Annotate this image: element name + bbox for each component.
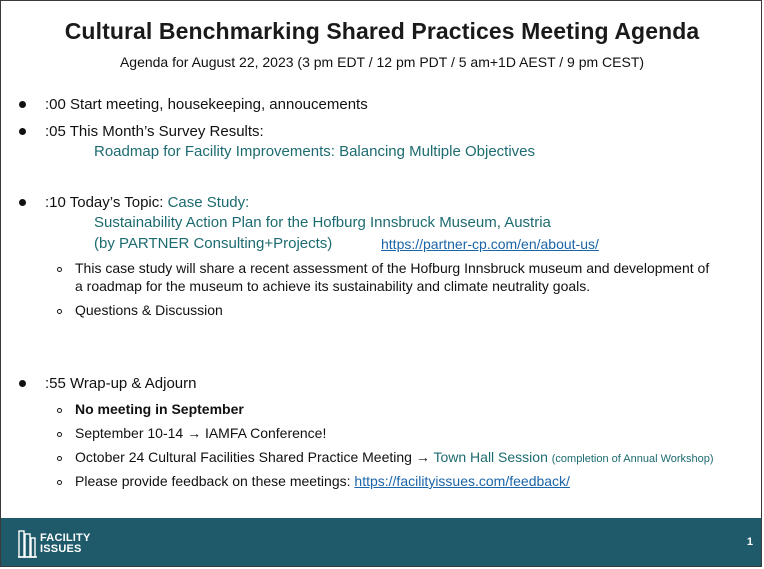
town-hall-session: Town Hall Session	[433, 449, 548, 465]
footer-bar	[1, 518, 762, 567]
survey-detail: Roadmap for Facility Improvements: Balancing Multiple Objectives	[94, 143, 536, 160]
sub-bullet	[57, 267, 62, 272]
topic-prefix: :10 Today’s Topic:	[45, 194, 168, 211]
building-icon	[18, 529, 38, 559]
feedback-line	[75, 473, 570, 489]
facility-issues-logo	[18, 529, 98, 559]
topic-presenter: (by PARTNER Consulting+Projects)	[94, 235, 333, 252]
partner-link[interactable]: https://partner-cp.com/en/about-us/	[381, 236, 599, 252]
page-title: Cultural Benchmarking Shared Practices Meeting Agenda	[64, 18, 700, 44]
logo-text	[40, 533, 91, 555]
agenda-item-survey: :05 This Month’s Survey Results:	[45, 123, 264, 140]
annual-workshop-note: (completion of Annual Workshop)	[551, 453, 714, 465]
september-conference: September 10-14 → IAMFA Conference!	[75, 425, 327, 441]
bullet-dot	[19, 380, 26, 387]
topic-case-study: Case Study:	[167, 194, 250, 211]
agenda-item-topic	[45, 194, 249, 211]
october-prefix: October 24 Cultural Facilities Shared Practice Meeting →	[75, 449, 434, 465]
logo-line2: ISSUES	[40, 543, 82, 555]
feedback-prefix: Please provide feedback on these meetings:	[75, 473, 355, 489]
page-number: 1	[746, 536, 753, 548]
agenda-item-start: :00 Start meeting, housekeeping, annoucements	[45, 96, 368, 113]
case-description-line2: a roadmap for the museum to achieve its sustainability and climate neutrality goals.	[75, 278, 591, 294]
logo-line1: FACILITY	[40, 532, 91, 544]
sub-bullet	[57, 432, 62, 437]
agenda-item-wrap: :55 Wrap-up & Adjourn	[45, 375, 197, 392]
topic-title: Sustainability Action Plan for the Hofburg Innsbruck Museum, Austria	[94, 214, 551, 231]
no-meeting-note: No meeting in September	[75, 401, 244, 417]
case-description-line1: This case study will share a recent assessment of the Hofburg Innsbruck museum and development of	[75, 260, 710, 276]
october-meeting	[75, 449, 714, 465]
sub-bullet	[57, 480, 62, 485]
sub-bullet	[57, 309, 62, 314]
questions-discussion: Questions & Discussion	[75, 302, 223, 318]
bullet-dot	[19, 199, 26, 206]
bullet-dot	[19, 128, 26, 135]
agenda-date-subtitle: Agenda for August 22, 2023 (3 pm EDT / 12 pm PDT / 5 am+1D AEST / 9 pm CEST)	[119, 54, 645, 70]
feedback-link[interactable]: https://facilityissues.com/feedback/	[354, 473, 570, 489]
sub-bullet	[57, 456, 62, 461]
bullet-dot	[19, 101, 26, 108]
sub-bullet	[57, 408, 62, 413]
